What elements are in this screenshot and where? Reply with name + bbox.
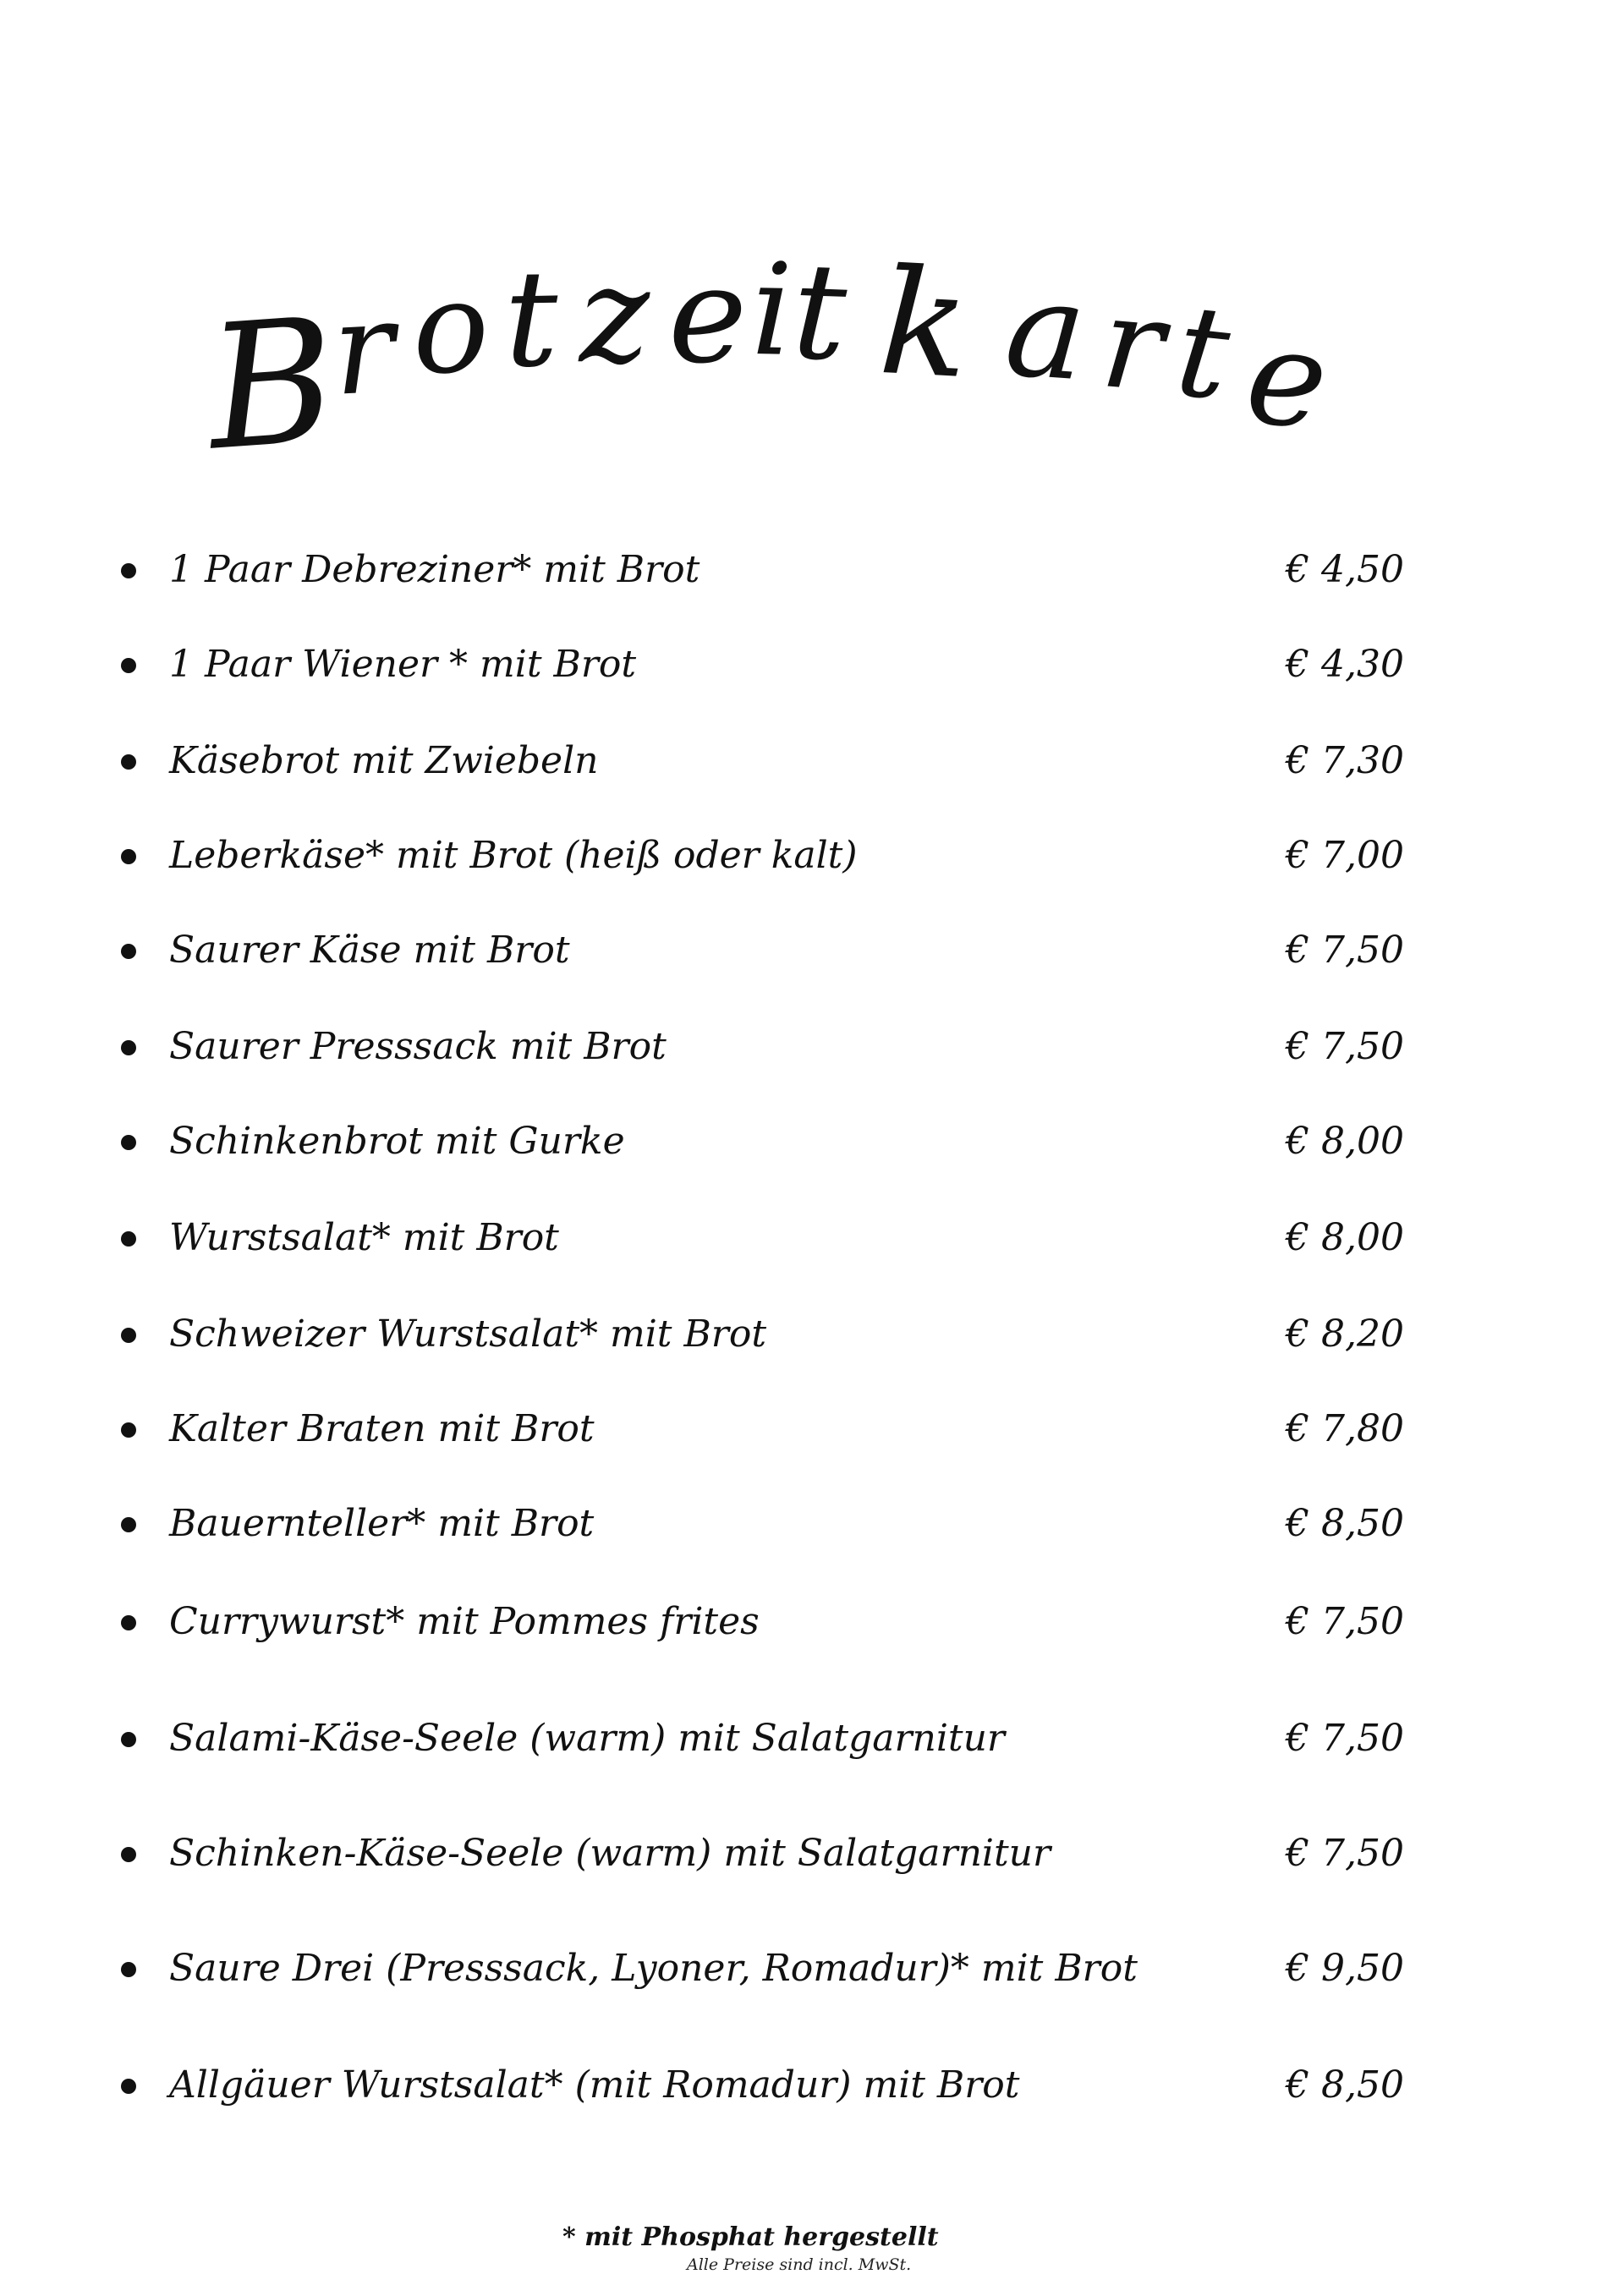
title-letter: i [750, 237, 794, 385]
bullet-icon [121, 1517, 136, 1532]
bullet-icon [121, 754, 136, 770]
title-letter: t [502, 242, 560, 398]
bullet-icon [121, 1847, 136, 1862]
menu-item-name: 1 Paar Wiener * mit Brot [169, 643, 637, 686]
menu-item-name: 1 Paar Debreziner* mit Brot [169, 548, 700, 591]
menu-item-price: € 8,50 [1286, 1502, 1404, 1545]
tax-note: Alle Preise sind incl. MwSt. [687, 2255, 912, 2274]
title-letter: t [790, 234, 849, 392]
title-letter: o [409, 253, 491, 403]
menu-item-price: € 7,50 [1286, 929, 1404, 972]
title-letter: e [1238, 298, 1336, 462]
title-letter: a [1001, 251, 1091, 412]
menu-item-name: Saurer Presssack mit Brot [169, 1025, 667, 1068]
bullet-icon [121, 1135, 136, 1150]
phosphate-footnote: * mit Phosphat hergestellt [562, 2222, 939, 2252]
bullet-icon [121, 658, 136, 673]
menu-item-price: € 8,00 [1286, 1216, 1404, 1259]
menu-item [0, 922, 1624, 981]
bullet-icon [121, 1231, 136, 1247]
menu-item-price: € 7,50 [1286, 1025, 1404, 1068]
menu-item-name: Kalter Braten mit Brot [169, 1407, 595, 1450]
menu-item [0, 1400, 1624, 1460]
menu-item [0, 732, 1624, 792]
menu-item-price: € 7,80 [1286, 1407, 1404, 1450]
bullet-icon [121, 1422, 136, 1438]
menu-item-price: € 8,20 [1286, 1312, 1404, 1356]
bullet-icon [121, 2079, 136, 2094]
menu-item-price: € 4,50 [1286, 548, 1404, 591]
menu-item [0, 1825, 1624, 1884]
menu-item [0, 1495, 1624, 1554]
menu-item-price: € 4,30 [1286, 643, 1404, 686]
menu-item [0, 1018, 1624, 1077]
menu-item-price: € 7,00 [1286, 834, 1404, 877]
bullet-icon [121, 1040, 136, 1055]
menu-item-name: Saure Drei (Presssack, Lyoner, Romadur)* mit Brot [169, 1947, 1138, 1990]
menu-item-name: Schweizer Wurstsalat* mit Brot [169, 1312, 766, 1356]
bullet-icon [121, 1615, 136, 1630]
bullet-icon [121, 1732, 136, 1747]
bullet-icon [121, 563, 136, 578]
menu-item-name: Bauernteller* mit Brot [169, 1502, 595, 1545]
menu-item-price: € 8,50 [1286, 2063, 1404, 2107]
menu-item [0, 1113, 1624, 1172]
menu-item [0, 541, 1624, 600]
title-letter: r [1095, 269, 1170, 421]
menu-item [0, 1710, 1624, 1769]
bullet-icon [121, 849, 136, 864]
menu-item-name: Salami-Käse-Seele (warm) mit Salatgarnitur [169, 1717, 1005, 1760]
menu-item-name: Käsebrot mit Zwiebeln [169, 739, 599, 782]
title-letter: t [1170, 277, 1237, 430]
menu-item-name: Schinken-Käse-Seele (warm) mit Salatgarnitur [169, 1832, 1051, 1875]
menu-item-price: € 7,50 [1286, 1832, 1404, 1875]
menu-item [0, 1306, 1624, 1365]
title-letter: r [329, 274, 398, 425]
menu-item-name: Allgäuer Wurstsalat* (mit Romadur) mit Brot [169, 2063, 1020, 2107]
menu-item-price: € 7,50 [1286, 1717, 1404, 1760]
menu-item [0, 1593, 1624, 1652]
menu-item-name: Leberkäse* mit Brot (heiß oder kalt) [169, 834, 858, 877]
menu-item [0, 2057, 1624, 2116]
title-letter: z [579, 238, 650, 394]
bullet-icon [121, 1962, 136, 1977]
menu-item-name: Saurer Käse mit Brot [169, 929, 570, 972]
menu-item-name: Schinkenbrot mit Gurke [169, 1120, 625, 1163]
menu-item-price: € 7,50 [1286, 1600, 1404, 1643]
menu-item-name: Wurstsalat* mit Brot [169, 1216, 559, 1259]
title-letter: B [201, 282, 342, 490]
menu-item [0, 1940, 1624, 1999]
menu-item-price: € 7,30 [1286, 739, 1404, 782]
menu-item-name: Currywurst* mit Pommes frites [169, 1600, 760, 1643]
menu-item-price: € 9,50 [1286, 1947, 1404, 1990]
bullet-icon [121, 1328, 136, 1343]
menu-item-price: € 8,00 [1286, 1120, 1404, 1163]
bullet-icon [121, 944, 136, 959]
title-letter: k [875, 238, 974, 412]
menu-item [0, 636, 1624, 695]
menu-item [0, 827, 1624, 886]
menu-item [0, 1209, 1624, 1269]
title-letter: e [668, 238, 748, 394]
